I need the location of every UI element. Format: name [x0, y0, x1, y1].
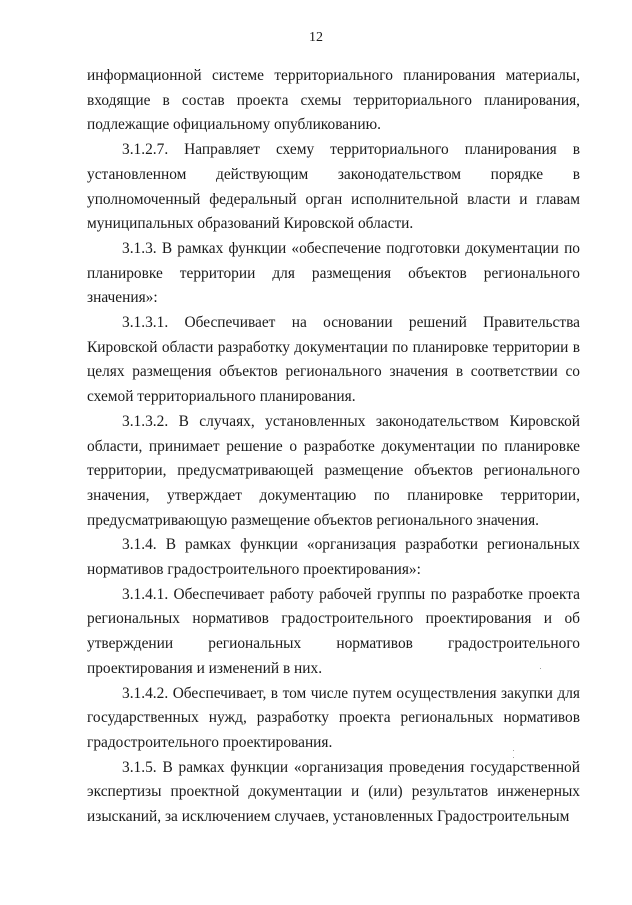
scan-speck [513, 750, 514, 751]
paragraph-3-1-3-1: 3.1.3.1. Обеспечивает на основании решений Правительства Кировской области разработку документации по планировке территории в целях размещения объектов регионального значения в соответствии со схемой территориального планирования. [87, 314, 580, 406]
paragraph-continuation: информационной системе территориального планирования материалы, входящие в состав проекта схемы территориального планирования, подлежащие официальному опубликованию. [87, 67, 580, 134]
paragraph-3-1-4-1: 3.1.4.1. Обеспечивает работу рабочей группы по разработке проекта региональных нормативов градостроительного проектирования и об утверждении региональных нормативов градостроительного проектирования и изменений в них. [87, 585, 580, 677]
paragraph-3-1-4: 3.1.4. В рамках функции «организация разработки региональных нормативов градостроительного проектирования»: [87, 536, 580, 579]
paragraph-3-1-4-2: 3.1.4.2. Обеспечивает, в том числе путем осуществления закупки для государственных нужд, разработку проекта региональных нормативов градостроительного проектирования. [87, 684, 580, 751]
page-number: 12 [309, 30, 323, 45]
paragraph-3-1-3: 3.1.3. В рамках функции «обеспечение подготовки документации по планировке территории для размещения объектов регионального значения»: [87, 239, 580, 307]
scan-speck [513, 757, 514, 758]
scan-speck [540, 668, 541, 669]
paragraph-3-1-3-2: 3.1.3.2. В случаях, установленных законодательством Кировской области, принимает решение о разработке документации по планировке территории, предусматривающей размещение объектов регионального значения, утверждает документацию по планировке территории, предусматривающую размещение объектов регионального значения. [87, 412, 580, 529]
paragraph-3-1-5: 3.1.5. В рамках функции «организация проведения государственной экспертизы проектной документации и (или) результатов инженерных изысканий, за исключением случаев, установленных Градостроительным [87, 758, 580, 826]
paragraph-3-1-2-7: 3.1.2.7. Направляет схему территориального планирования в установленном действующим законодательством порядке в уполномоченный федеральный орган исполнительной власти и главам муниципальных образований Кировской области. [87, 141, 580, 233]
document-body [87, 64, 580, 830]
